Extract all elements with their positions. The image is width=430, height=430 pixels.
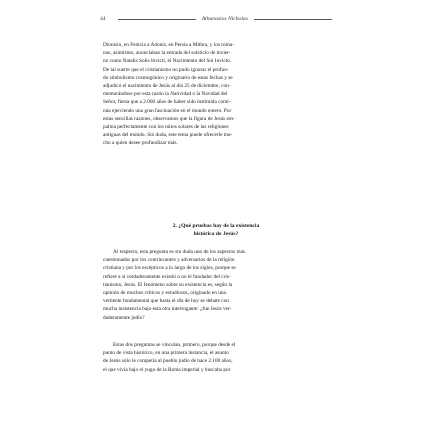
text-line: punto de vista histórico, en una primera instancia, el asunto xyxy=(103,350,229,357)
text-line: no como Natalis Solis Invicti, el Nacimiento del Sol Invicto. xyxy=(103,58,232,65)
header-rule-right xyxy=(254,19,332,20)
text-line: estas sencillas razones, observamos que la figura de Jesús em- xyxy=(103,115,235,122)
text-line: palma perfectamente con los mitos solares de las religiones xyxy=(103,124,229,131)
text-line: memorándose por esta razón la Natividad o la Navidad del xyxy=(103,91,228,98)
running-head: Athanasios Nicholas xyxy=(201,16,248,22)
text-line: daderamente judío? xyxy=(103,314,145,321)
page-number: 44 xyxy=(100,16,106,22)
text-line: cho a quien desee profundizar más. xyxy=(103,140,178,147)
text-line: el que vivía bajo el yugo de la Roma imperial y buscaba por xyxy=(103,366,231,373)
paragraph-2 xyxy=(103,248,329,322)
section-heading-line-1: 2. ¿Qué pruebas hay de la existencia xyxy=(172,223,260,229)
text-line: núa ejerciendo una gran fascinación en el mundo entero. Por xyxy=(103,107,232,114)
text-line: adjudicó el nacimiento de Jesús al día 25 de diciembre, con- xyxy=(103,83,231,90)
text-line: nos, asimismo, anunciaban la entrada del solsticio de invier- xyxy=(103,50,231,57)
paragraph-3 xyxy=(103,341,329,374)
text-line: cristiana y por los escépticos a lo largo de los siglos, porque se xyxy=(103,265,236,272)
text-line: vertiente fundamental que hasta el día de hoy se debate con xyxy=(103,298,229,305)
paragraph-1 xyxy=(103,41,329,148)
text-line: Al respecto, esta pregunta es sin duda uno de los aspectos más xyxy=(113,249,246,255)
text-line: Dionisio, en Fenicia a Adonis, en Persia a Mithra, y los roma- xyxy=(103,42,234,48)
text-line: refiere a si verdaderamente existió o no el fundador del cris- xyxy=(103,273,231,280)
text-line: de Jesús sólo le competía al pueblo judío de hace 2.100 años, xyxy=(103,358,233,365)
text-line: tianismo, Jesús. El fenómeno sobre su existencia es, según la xyxy=(103,281,233,288)
text-line: do simbolismo cosmogónico y originario de estas fechas y se xyxy=(103,74,233,81)
text-line: cuestionados por los contrincantes y adversarios de la religión xyxy=(103,257,235,264)
text-line: opinión de muchos críticos y estudiosos, originado en una xyxy=(103,290,226,297)
text-line: antiguas del mundo. Sin duda, este tema puede ofrecerle mu- xyxy=(103,132,233,139)
text-line: Señor, fiesta que a 2.000 años de haber sido instituida conti- xyxy=(103,99,231,106)
text-line: De tal suerte que el cristianismo no pudo ignorar el profun- xyxy=(103,66,229,73)
page-header xyxy=(100,13,332,25)
section-heading xyxy=(103,223,329,238)
text-line: Estas dos preguntas se vinculan, primero, porque desde el xyxy=(113,342,236,348)
text-line: mucha insistencia bajo esta otra interrogante: ¿fue Jesús ver- xyxy=(103,306,232,313)
header-rule-left xyxy=(118,19,196,20)
section-heading-line-2: histórica de Jesús? xyxy=(193,230,239,237)
